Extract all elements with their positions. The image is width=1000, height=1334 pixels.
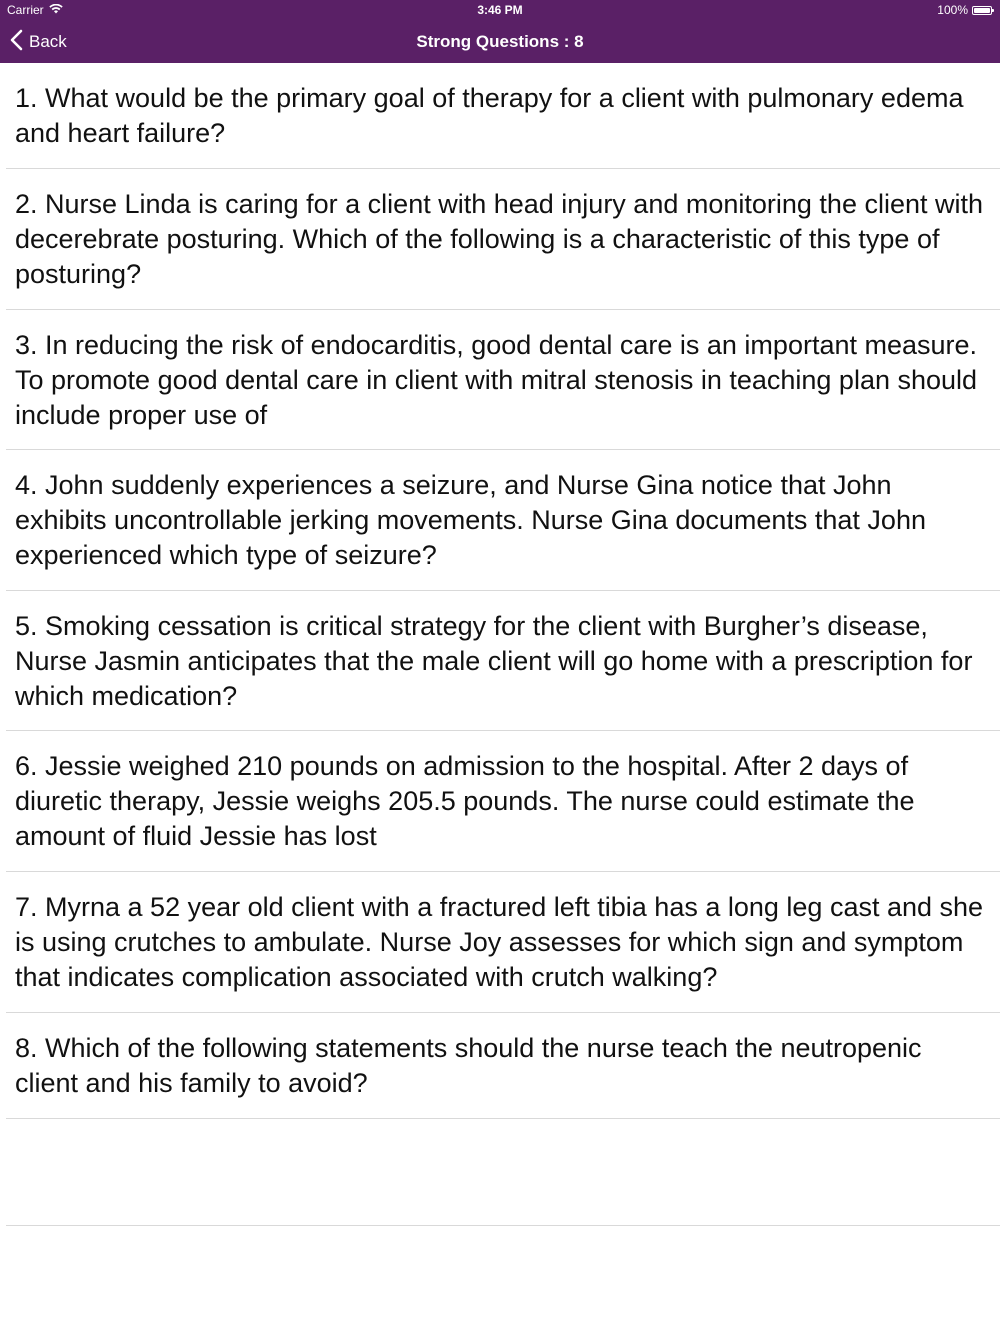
navigation-bar: [0, 20, 1000, 63]
questions-list: [0, 63, 1000, 1226]
question-text: 6. Jessie weighed 210 pounds on admission to the hospital. After 2 days of diuretic therapy, Jessie weighs 205.5 pounds. The nurse could estimate the amount of fluid Jessie has lost: [15, 751, 915, 851]
empty-row: [0, 1119, 1000, 1226]
status-bar: [0, 0, 1000, 20]
back-label: Back: [29, 32, 67, 51]
question-text: 8. Which of the following statements should the nurse teach the neutropenic client and his family to avoid?: [15, 1033, 922, 1098]
row-divider: [6, 1225, 1000, 1226]
battery-percent: 100%: [937, 3, 968, 17]
question-text: 1. What would be the primary goal of therapy for a client with pulmonary edema and heart failure?: [15, 83, 964, 148]
question-text: 7. Myrna a 52 year old client with a fractured left tibia has a long leg cast and she is using crutches to ambulate. Nurse Joy assesses for which sign and symptom that indicates complication associated with crutch walking?: [15, 892, 984, 992]
question-item-8[interactable]: [0, 1013, 1000, 1119]
question-item-2[interactable]: [0, 169, 1000, 310]
status-time: 3:46 PM: [477, 3, 523, 17]
question-item-6[interactable]: [0, 731, 1000, 872]
question-text: 4. John suddenly experiences a seizure, and Nurse Gina notice that John exhibits uncontrollable jerking movements. Nurse Gina documents that John experienced which type of seizure?: [15, 470, 926, 570]
page-title: Strong Questions : 8: [416, 32, 584, 51]
question-text: 3. In reducing the risk of endocarditis, good dental care is an important measure. To promote good dental care in client with mitral stenosis in teaching plan should include proper use of: [15, 330, 978, 430]
question-item-7[interactable]: [0, 872, 1000, 1013]
question-item-3[interactable]: [0, 310, 1000, 450]
question-text: 5. Smoking cessation is critical strategy for the client with Burgher’s disease, Nurse Jasmin anticipates that the male client will go home with a prescription for which medication?: [15, 611, 973, 711]
question-item-1[interactable]: [0, 63, 1000, 169]
question-text: 2. Nurse Linda is caring for a client with head injury and monitoring the client with decerebrate posturing. Which of the following is a characteristic of this type of posturing?: [15, 189, 984, 289]
carrier-label: Carrier: [7, 3, 44, 17]
battery-icon: [972, 6, 992, 15]
question-item-4[interactable]: [0, 450, 1000, 591]
question-item-5[interactable]: [0, 591, 1000, 731]
battery-indicator: [937, 3, 992, 17]
